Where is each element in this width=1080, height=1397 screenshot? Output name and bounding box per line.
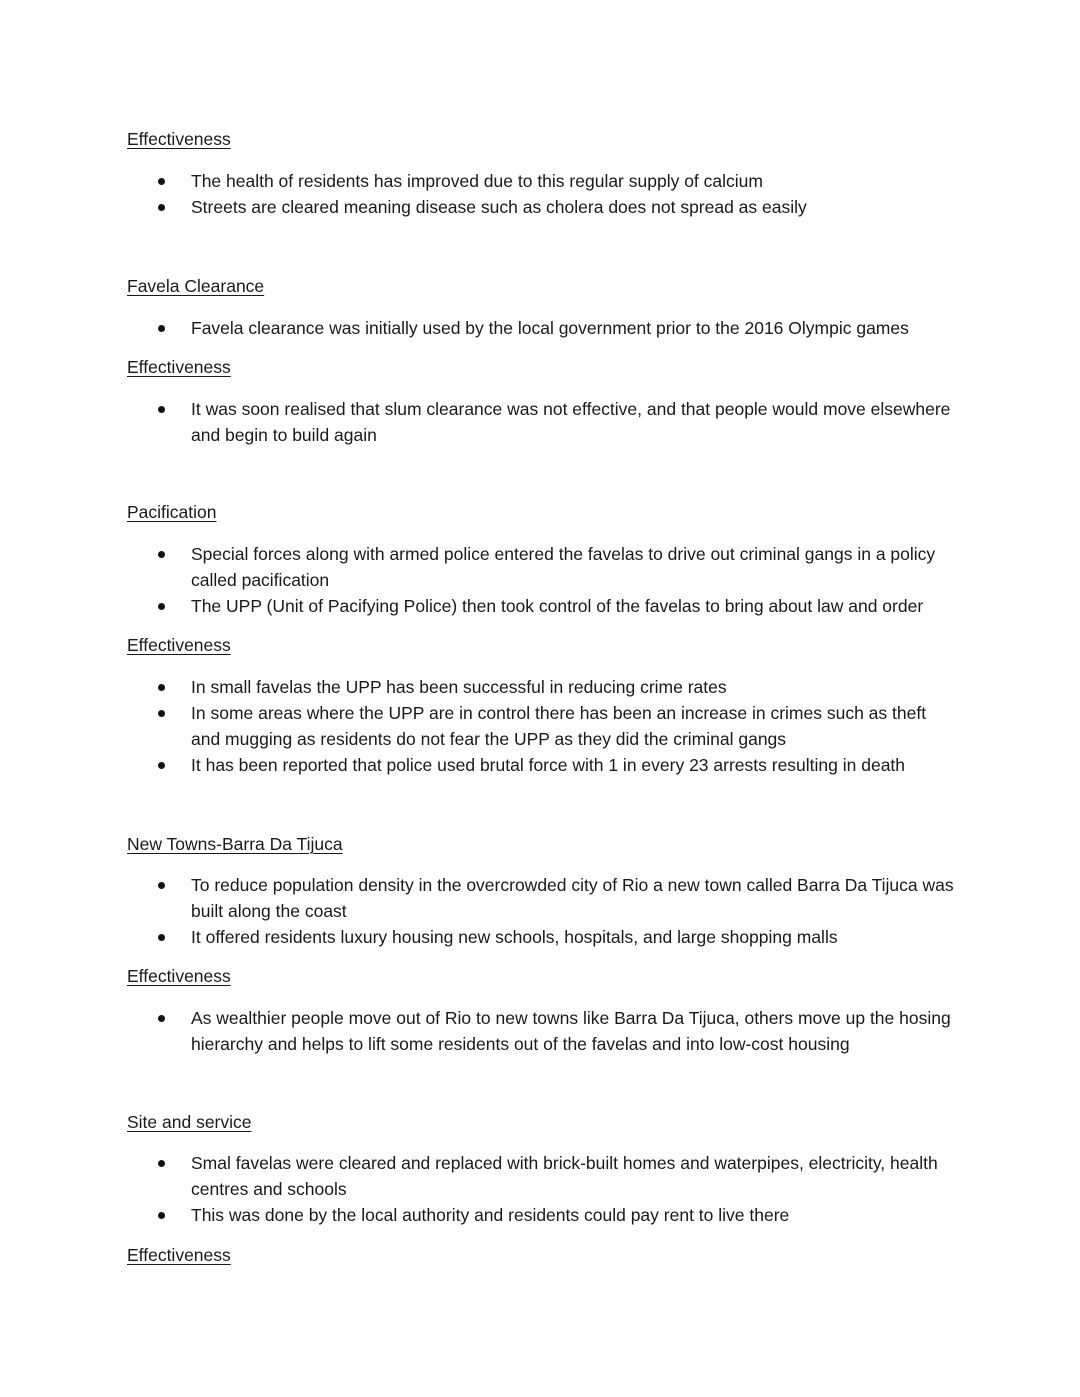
bullet-icon [158,684,165,691]
bullet-text: In some areas where the UPP are in control there has been an increase in crimes such as theft and mugging as residents do not fear the UPP as they did the criminal gangs [191,703,927,749]
bullet-list [155,168,955,220]
list-item [155,541,955,593]
bullet-text: The UPP (Unit of Pacifying Police) then took control of the favelas to bring about law and order [191,596,924,616]
list-item [155,1150,955,1202]
bullet-text: Streets are cleared meaning disease such as cholera does not spread as easily [191,197,807,217]
bullet-icon [158,710,165,717]
bullet-list [155,674,955,778]
list-item [155,924,955,950]
section-heading: Pacification [127,502,217,522]
section-heading: New Towns-Barra Da Tijuca [127,834,343,854]
list-item [155,396,955,448]
section-heading: Effectiveness [127,357,231,377]
bullet-list [155,872,955,950]
bullet-icon [158,1160,165,1167]
list-item [155,1005,955,1057]
bullet-icon [158,551,165,558]
bullet-text: In small favelas the UPP has been successful in reducing crime rates [191,677,727,697]
bullet-text: Special forces along with armed police entered the favelas to drive out criminal gangs in a policy called pacification [191,544,936,590]
bullet-icon [158,1212,165,1219]
bullet-list [155,396,955,448]
bullet-icon [158,178,165,185]
list-item [155,872,955,924]
section-heading: Effectiveness [127,966,231,986]
bullet-icon [158,325,165,332]
bullet-text: Favela clearance was initially used by the local government prior to the 2016 Olympic games [191,318,909,338]
bullet-text: To reduce population density in the overcrowded city of Rio a new town called Barra Da Tijuca was built along the coast [191,875,954,921]
bullet-icon [158,934,165,941]
bullet-list [155,1005,955,1057]
bullet-icon [158,882,165,889]
bullet-text: It was soon realised that slum clearance was not effective, and that people would move elsewhere and begin to build again [191,399,951,445]
bullet-text: This was done by the local authority and residents could pay rent to live there [191,1205,790,1225]
list-item [155,674,955,700]
bullet-icon [158,603,165,610]
bullet-list [155,1150,955,1228]
list-item [155,168,955,194]
list-item [155,593,955,619]
bullet-list [155,315,955,341]
list-item [155,1202,955,1228]
section-heading: Effectiveness [127,1245,231,1265]
list-item [155,194,955,220]
bullet-text: Smal favelas were cleared and replaced with brick-built homes and waterpipes, electricity, health centres and schools [191,1153,938,1199]
bullet-icon [158,406,165,413]
bullet-text: It offered residents luxury housing new schools, hospitals, and large shopping malls [191,927,838,947]
section-heading: Effectiveness [127,635,231,655]
section-heading: Effectiveness [127,129,231,149]
bullet-list [155,541,955,619]
bullet-text: The health of residents has improved due to this regular supply of calcium [191,171,763,191]
bullet-icon [158,1015,165,1022]
bullet-text: It has been reported that police used brutal force with 1 in every 23 arrests resulting in death [191,755,906,775]
section-heading: Site and service [127,1112,252,1132]
bullet-icon [158,762,165,769]
bullet-text: As wealthier people move out of Rio to new towns like Barra Da Tijuca, others move up the hosing hierarchy and helps to lift some residents out of the favelas and into low-cost housing [191,1008,951,1054]
list-item [155,752,955,778]
bullet-icon [158,204,165,211]
list-item [155,700,955,752]
list-item [155,315,955,341]
section-heading: Favela Clearance [127,276,265,296]
